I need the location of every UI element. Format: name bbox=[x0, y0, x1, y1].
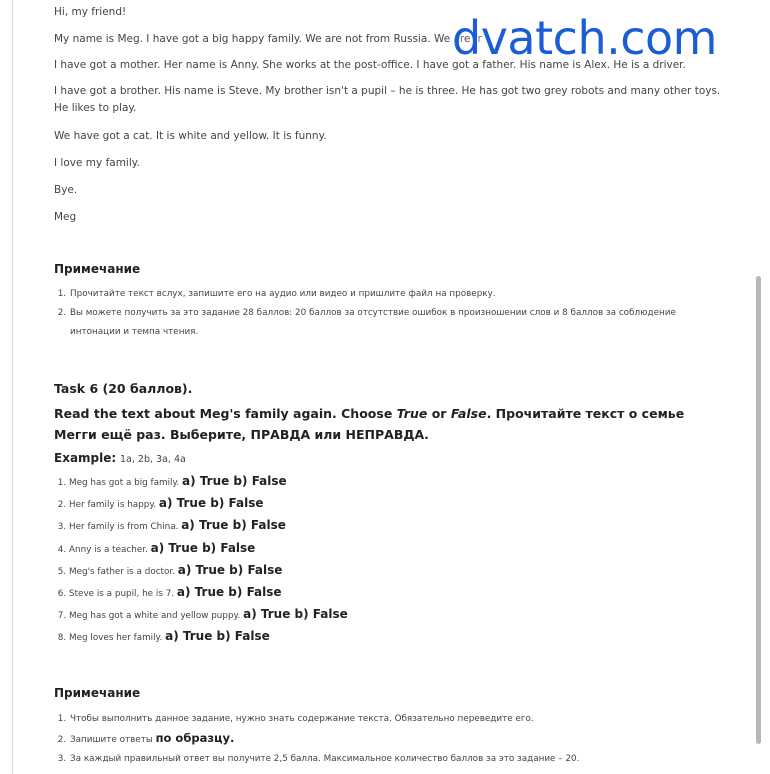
answer-options: a) True b) False bbox=[165, 629, 270, 644]
left-border-line bbox=[12, 0, 13, 774]
note-section-1 bbox=[54, 262, 724, 342]
answer-list bbox=[54, 471, 724, 649]
list-item bbox=[69, 729, 724, 750]
list-item-bold: по образцу. bbox=[155, 731, 235, 745]
watermark-text: dvatch.com bbox=[452, 11, 717, 65]
instruction-true: True bbox=[396, 406, 428, 421]
note-section-2 bbox=[54, 686, 724, 769]
note-title: Примечание bbox=[54, 686, 141, 700]
statement-text: Meg has got a big family. bbox=[69, 478, 180, 488]
list-item bbox=[69, 538, 724, 560]
answer-options: a) True b) False bbox=[176, 585, 282, 600]
list-item-text: Запишите ответы bbox=[70, 735, 156, 745]
answer-options: a) True b) False bbox=[150, 540, 256, 555]
statement-text: Her family is from China. bbox=[69, 522, 179, 533]
letter-paragraph-4: We have got a cat. It is white and yellow. It is funny. bbox=[54, 130, 327, 142]
answer-options: a) True b) False bbox=[182, 474, 287, 488]
statement-text: Her family is happy. bbox=[69, 500, 157, 511]
letter-paragraph-3: I have got a brother. His name is Steve. My brother isn't a pupil – he is three. He has got two grey robots and many other toys. He likes to play. bbox=[54, 85, 721, 114]
statement-text: Meg has got a white and yellow puppy. bbox=[69, 611, 241, 622]
note-list bbox=[54, 285, 724, 342]
list-item: 1. Чтобы выполнить данное задание, нужно знать содержание текста. Обязательно переведите его. bbox=[69, 710, 724, 729]
list-item bbox=[69, 582, 724, 604]
example-line bbox=[54, 451, 724, 465]
list-item bbox=[69, 560, 724, 582]
example-label: Example: bbox=[54, 451, 117, 465]
answer-options: a) True b) False bbox=[177, 562, 283, 577]
list-item: 2. Вы можете получить за это задание 28 баллов: 20 баллов за отсутствие ошибок в произношении слов и 8 баллов за соблюдение интонации и темпа чтения. bbox=[69, 304, 724, 342]
letter-paragraph-2: I have got a mother. Her name is Anny. She works at the post-office. I have got a father. His name is Alex. He is a driver. bbox=[54, 59, 686, 71]
instruction-false: False bbox=[450, 406, 487, 421]
list-item bbox=[69, 493, 724, 515]
list-item: 3. За каждый правильный ответ вы получите 2,5 балла. Максимальное количество баллов за это задание – 20. bbox=[69, 750, 724, 769]
instruction-text: Read the text about Meg's family again. Choose bbox=[54, 406, 397, 421]
instruction-or: or bbox=[427, 406, 451, 421]
statement-text: Meg loves her family. bbox=[69, 633, 163, 644]
letter-greeting: Hi, my friend! bbox=[54, 6, 127, 18]
list-item bbox=[69, 626, 724, 648]
letter-paragraph-6: Bye. bbox=[54, 184, 78, 196]
instruction-text-ru: . Прочитайте текст о семье Мегги ещё раз. Выберите, ПРАВДА или НЕПРАВДА. bbox=[54, 406, 685, 442]
task-title: Task 6 (20 баллов). bbox=[54, 381, 193, 396]
letter-paragraph-5: I love my family. bbox=[54, 157, 140, 169]
answer-options: a) True b) False bbox=[181, 518, 286, 533]
example-value: 1a, 2b, 3a, 4a bbox=[120, 454, 186, 465]
statement-text: Meg's father is a doctor. bbox=[69, 566, 175, 577]
task-section bbox=[54, 381, 724, 649]
note-list bbox=[54, 710, 724, 769]
statement-text: Steve is a pupil, he is 7. bbox=[69, 589, 175, 600]
answer-options: a) True b) False bbox=[243, 607, 348, 622]
list-item: 1. Прочитайте текст вслух, запишите его на аудио или видео и пришлите файл на проверку. bbox=[69, 285, 724, 304]
statement-text: Anny is a teacher. bbox=[69, 544, 148, 555]
list-item bbox=[69, 604, 724, 626]
letter-paragraph-1: My name is Meg. I have got a big happy family. We are not from Russia. We are fr bbox=[54, 33, 482, 45]
task-instruction bbox=[54, 403, 724, 445]
answer-options: a) True b) False bbox=[158, 496, 264, 511]
note-title: Примечание bbox=[54, 262, 141, 276]
letter-signature: Meg bbox=[54, 211, 77, 223]
scrollbar-thumb[interactable] bbox=[756, 276, 761, 744]
list-item bbox=[69, 515, 724, 537]
list-item bbox=[69, 471, 724, 493]
